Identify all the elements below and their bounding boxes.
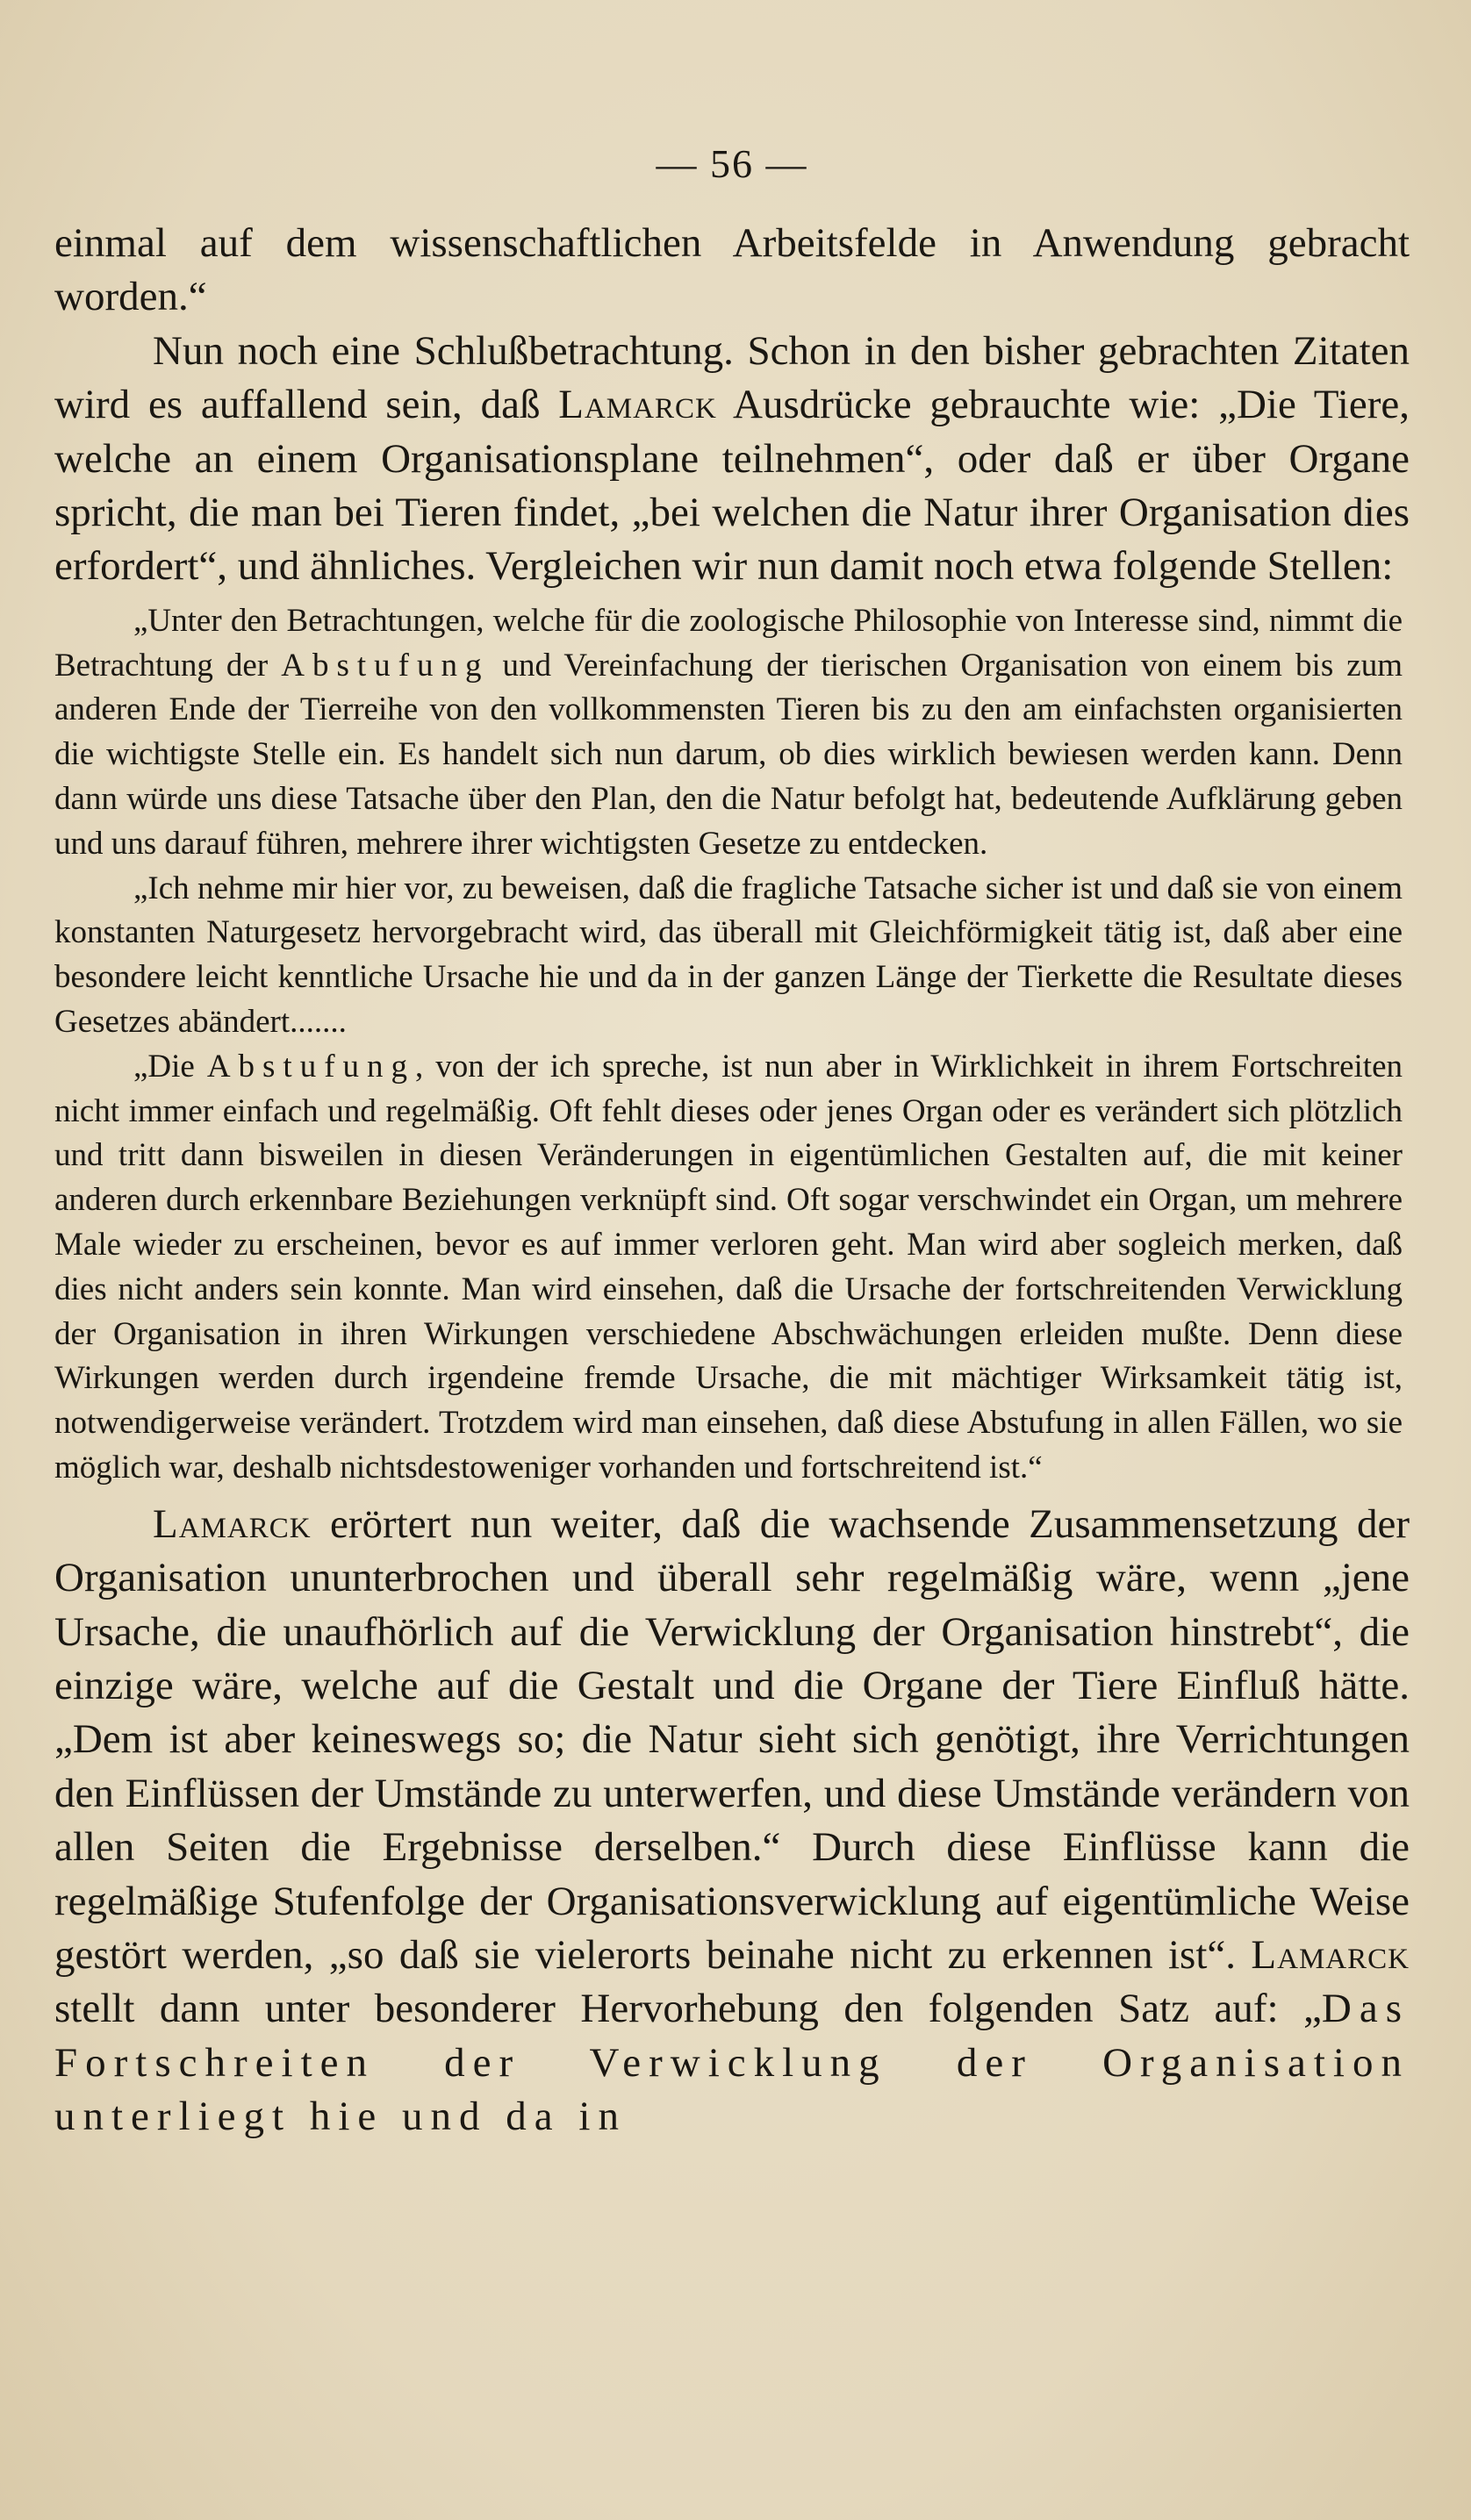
text-run: Ausdrücke gebrauchte wie: „Die Tiere, welche an einem Organisationsplane teilnehmen“, oder daß er über Organe spricht, die man bei Tieren findet, „bei welchen die Natur ihrer Organisation dies erfordert“, und ähnliches. Vergleichen wir nun damit noch etwa folgende Stellen: <box>54 382 1410 590</box>
text-run: , von der ich spreche, ist nun aber in Wirklichkeit in ihrem Fortschreiten nicht immer einfach und regelmäßig. Oft fehlt dieses oder jenes Organ oder es verändert sich plötzlich und tritt dann bisweilen in diesen Veränderungen in eigentümlichen Gestalten auf, die mit keiner anderen durch erkennbare Beziehungen verknüpft sind. Oft sogar verschwindet ein Organ, um mehrere Male wieder zu erscheinen, bevor es auf immer verloren geht. Man wird aber sogleich merken, daß dies nicht anders sein konnte. Man wird einsehen, daß die Ursache der fortschreitenden Verwicklung der Organisation in ihren Wirkungen verschiedene Abschwächungen erleiden mußte. Denn diese Wirkungen werden durch irgendeine fremde Ursache, die mit mächtiger Wirksamkeit tätig ist, notwendigerweise verändert. Trotzdem wird man einsehen, daß diese Abstufung in allen Fällen, wo sie möglich war, deshalb nichtsdestoweniger vorhanden und fortschreitend ist.“ <box>54 1048 1403 1486</box>
paragraph-conclusion <box>54 325 1410 594</box>
text-run: erörtert nun weiter, daß die wachsende Zusammensetzung der Organisation ununterbrochen und überall sehr regelmäßig wäre, wenn „jene Ursache, die unaufhörlich auf die Verwicklung der Organisation hinstrebt“, die einzige wäre, welche auf die Gestalt und die Organe der Tiere Einfluß hätte. „Dem ist aber keineswegs so; die Natur sieht sich genötigt, ihre Verrichtungen den Einflüssen der Umstände zu unterwerfen, und diese Umstände verändern von allen Seiten die Ergebnisse derselben.“ Durch diese Einflüsse kann die regelmäßige Stufenfolge der Organisationsverwicklung auf eigentümliche Weise gestört werden, „so daß sie vielerorts beinahe nicht zu erkennen ist“. <box>54 1500 1410 1979</box>
paragraph-continuation: einmal auf dem wissenschaftlichen Arbeitsfelde in Anwendung gebracht worden.“ <box>54 220 1410 320</box>
author-name: Lamarck <box>1251 1932 1410 1979</box>
text-run: „Unter den Betrachtungen, welche für die zoologische Philosophie von Interesse sind, nimmt die Betrachtung der <box>54 602 1403 684</box>
quotation-block <box>54 599 1410 1491</box>
spaced-emphasis: Das Fortschreiten der Verwicklung der Organisation unterliegt hie und da in <box>54 1986 1410 2140</box>
spaced-emphasis: Abstufung <box>281 647 490 684</box>
text-run: stellt dann unter besonderer Hervorhebung den folgenden Satz auf: „ <box>54 1986 1322 2032</box>
page-number: — 56 — <box>656 141 808 186</box>
author-name: Lamarck <box>153 1500 312 1547</box>
text-run: Nun noch eine Schlußbetrachtung. Schon in den bisher gebrachten Zitaten wird es auffallend sein, daß <box>54 327 1410 428</box>
text-run: „Die <box>133 1048 207 1085</box>
text-run: und Vereinfachung der tierischen Organisation von einem bis zum anderen Ende der Tierreihe von den vollkommensten Tieren bis zu den am einfachsten organisierten die wichtigste Stelle ein. Es handelt sich nun darum, ob dies wirklich bewiesen werden kann. Denn dann würde uns diese Tatsache über den Plan, den die Natur befolgt hat, bedeutende Aufklärung geben und uns darauf führen, mehrere ihrer wichtigsten Gesetze zu entdecken. <box>54 647 1403 862</box>
paragraph-lamarck <box>54 1498 1410 2144</box>
quote-paragraph-3 <box>54 1045 1403 1491</box>
quote-paragraph-2: „Ich nehme mir hier vor, zu beweisen, daß die fragliche Tatsache sicher ist und daß sie von einem konstanten Naturgesetz hervorgebracht wird, das überall mit Gleichförmigkeit tätig ist, daß aber eine besondere leicht kenntliche Ursache hie und da in der ganzen Länge der Tierkette die Resultate dieses Gesetzes abändert....... <box>54 870 1403 1041</box>
spaced-emphasis: Abstufung <box>206 1048 416 1085</box>
quote-paragraph-1 <box>54 599 1403 867</box>
author-name: Lamarck <box>558 382 717 428</box>
